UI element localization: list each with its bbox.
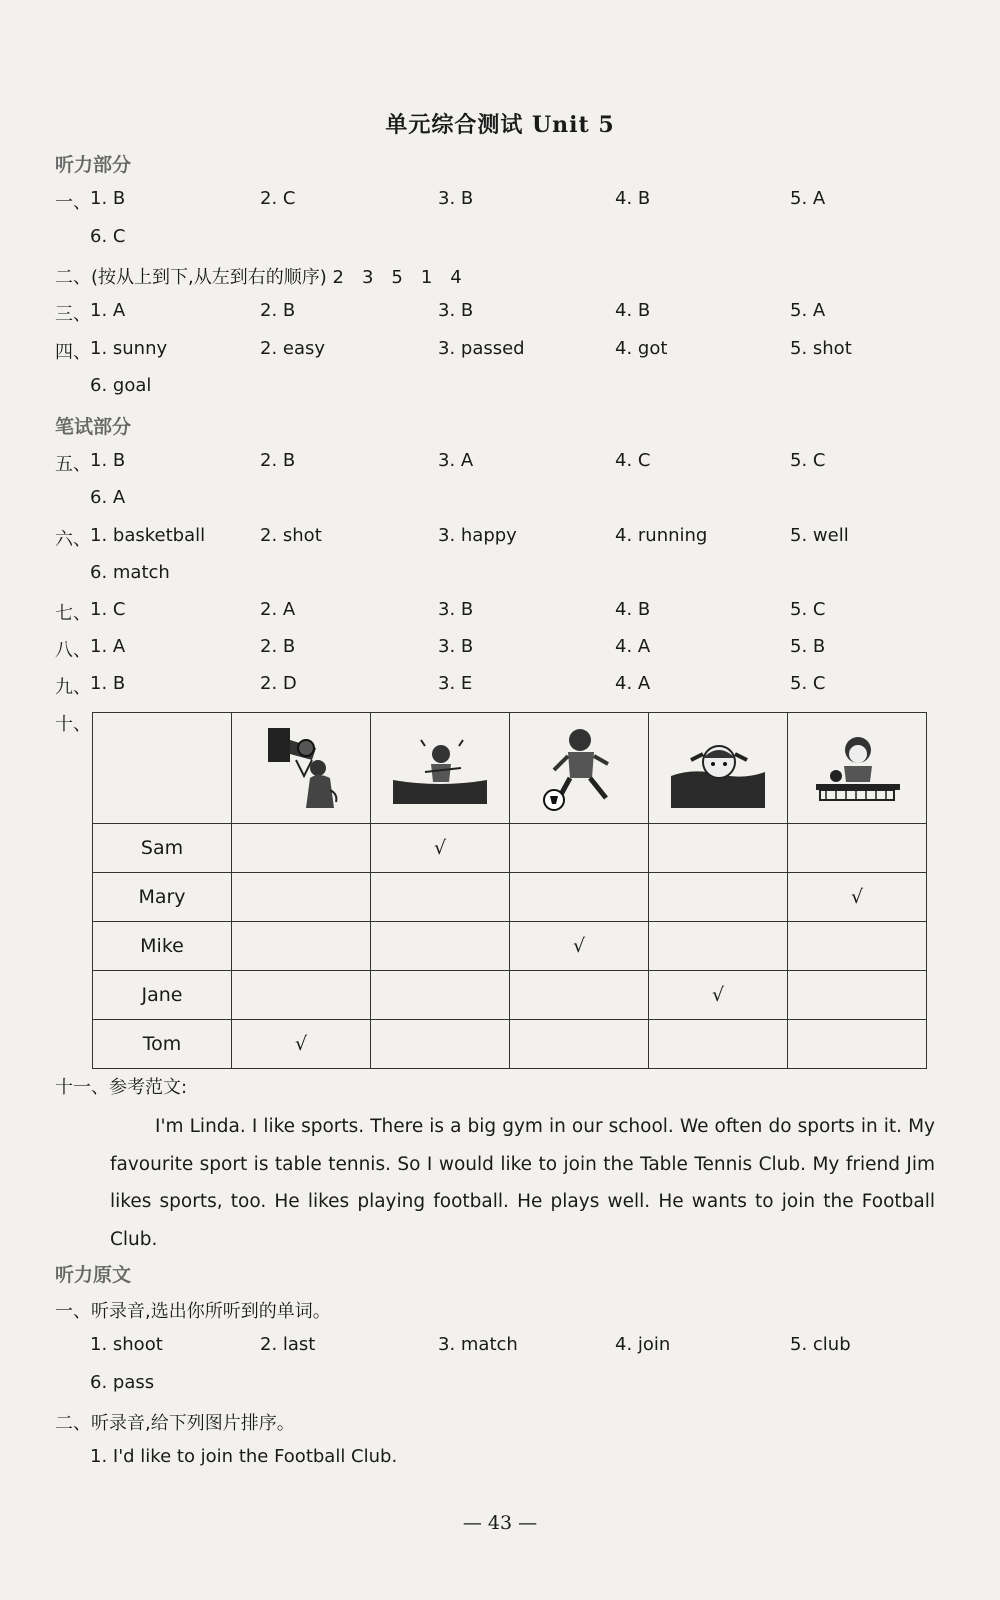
answer-item: 1. C: [90, 599, 126, 620]
answer-row-6-extra: [55, 562, 955, 592]
answer-item: 1. B: [90, 188, 126, 209]
tick-cell: [510, 1020, 649, 1069]
answer-item: 2. shot: [260, 525, 322, 546]
answer-item: 3. E: [438, 673, 473, 694]
table-row: [93, 922, 927, 971]
row-label: 四、: [55, 342, 91, 363]
transcript-item: 1. shoot: [90, 1334, 163, 1355]
tick-cell: [371, 873, 510, 922]
tick-cell: [510, 971, 649, 1020]
table-tennis-icon: [788, 713, 927, 824]
answer-row-8: [55, 636, 955, 666]
answer-row-5: [55, 450, 955, 480]
answer-item: 6. A: [90, 487, 126, 508]
answer-item: 4. B: [615, 188, 651, 209]
row-label: 九、: [55, 677, 91, 698]
basketball-icon: [232, 713, 371, 824]
answer-item: 1. B: [90, 673, 126, 694]
answer-item: 4. B: [615, 599, 651, 620]
essay-paragraph: I'm Linda. I like sports. There is a big gym in our school. We often do sports in it. My favourite sport is table tennis. So I would like to join the Table Tennis Club. My friend Jim likes sports, too. He likes playing football. He plays well. He wants to join the Football Club.: [110, 1116, 935, 1250]
answer-item: 6. match: [90, 562, 170, 583]
tick-cell: [232, 971, 371, 1020]
answer-item: 5. A: [790, 188, 826, 209]
row-label: 七、: [55, 603, 91, 624]
answer-item: 4. C: [615, 450, 651, 471]
answer-item: 2. C: [260, 188, 296, 209]
activity-table: [92, 712, 927, 1069]
answer-item: 3. passed: [438, 338, 525, 359]
tick-cell: [649, 824, 788, 873]
answer-item: 1. B: [90, 450, 126, 471]
transcript-q1-title-row: [55, 1297, 955, 1327]
answer-item: 4. B: [615, 300, 651, 321]
table-row: [93, 873, 927, 922]
student-name: Tom: [93, 1020, 232, 1069]
student-name: Mike: [93, 922, 232, 971]
row-label: 三、: [55, 304, 91, 325]
answer-row-1-extra: [55, 226, 955, 256]
tick-cell: [510, 824, 649, 873]
transcript-item: 5. club: [790, 1334, 851, 1355]
answer-item: 1. A: [90, 300, 126, 321]
answer-item: 2. B: [260, 636, 296, 657]
tick-cell: [510, 873, 649, 922]
tick-cell: [371, 922, 510, 971]
section-listening: 听力部分: [55, 154, 132, 176]
tick-mark: √: [371, 824, 510, 873]
answer-item: 4. A: [615, 673, 651, 694]
transcript-line: 1. I'd like to join the Football Club.: [90, 1446, 398, 1467]
answer-item: 3. happy: [438, 525, 517, 546]
answer-item: 2. B: [260, 300, 296, 321]
student-name: Sam: [93, 824, 232, 873]
answer-item: 3. A: [438, 450, 474, 471]
table-row: [93, 971, 927, 1020]
tick-cell: [788, 1020, 927, 1069]
answer-row-4: [55, 338, 955, 368]
answer-item: 2. B: [260, 450, 296, 471]
section-transcript: 听力原文: [55, 1264, 132, 1286]
answer-item: 4. A: [615, 636, 651, 657]
answer-item: 6. goal: [90, 375, 152, 396]
tick-cell: [788, 824, 927, 873]
section-written: 笔试部分: [55, 416, 132, 438]
answer-item: 2. D: [260, 673, 297, 694]
answer-item: 3. B: [438, 599, 474, 620]
answer-item: 4. got: [615, 338, 668, 359]
answer-item: 3. B: [438, 300, 474, 321]
transcript-q2-title-row: [55, 1409, 955, 1439]
swimming-icon: [649, 713, 788, 824]
answer-row-5-extra: [55, 487, 955, 517]
essay-text: [110, 1108, 935, 1258]
answer-item: 5. shot: [790, 338, 852, 359]
answer-item: 5. C: [790, 673, 826, 694]
answer-item: 2. A: [260, 599, 296, 620]
tick-cell: [232, 873, 371, 922]
answer-row-6: [55, 525, 955, 555]
answer-item: 1. sunny: [90, 338, 168, 359]
answer-item: 6. C: [90, 226, 126, 247]
answer-item: 4. running: [615, 525, 708, 546]
essay-label: 十一、参考范文:: [55, 1077, 188, 1098]
table-corner-cell: [93, 713, 232, 824]
tick-cell: [788, 922, 927, 971]
tick-mark: √: [788, 873, 927, 922]
transcript-item: 2. last: [260, 1334, 316, 1355]
tick-cell: [232, 824, 371, 873]
tick-cell: [649, 873, 788, 922]
tick-cell: [371, 971, 510, 1020]
answer-item: 5. A: [790, 300, 826, 321]
answer-row-1: [55, 188, 955, 218]
transcript-q1-row: [55, 1334, 955, 1364]
answer-row-9: [55, 673, 955, 703]
tick-cell: [371, 1020, 510, 1069]
answer-row-4-extra: [55, 375, 955, 405]
transcript-q2-title: 二、听录音,给下列图片排序。: [55, 1413, 295, 1434]
answer-order: 二、(按从上到下,从左到右的顺序) 2 3 5 1 4: [55, 267, 462, 288]
answer-item: 5. well: [790, 525, 849, 546]
tick-mark: √: [510, 922, 649, 971]
rowing-icon: [371, 713, 510, 824]
page-number: — 43 —: [462, 1512, 538, 1534]
row-label: 十、: [55, 714, 91, 735]
transcript-q2-line-row: [55, 1446, 955, 1476]
answer-row-7: [55, 599, 955, 629]
answer-row-3: [55, 300, 955, 330]
tick-mark: √: [649, 971, 788, 1020]
table-row: [93, 824, 927, 873]
row-label: 一、: [55, 192, 91, 213]
answer-item: 1. A: [90, 636, 126, 657]
tick-cell: [232, 922, 371, 971]
answer-item: 3. B: [438, 636, 474, 657]
row-label: 六、: [55, 529, 91, 550]
transcript-item: 4. join: [615, 1334, 671, 1355]
transcript-item: 6. pass: [90, 1372, 155, 1393]
tick-cell: [649, 922, 788, 971]
answer-item: 1. basketball: [90, 525, 206, 546]
tick-cell: [649, 1020, 788, 1069]
tick-cell: [788, 971, 927, 1020]
student-name: Mary: [93, 873, 232, 922]
answer-item: 2. easy: [260, 338, 326, 359]
row-label: 五、: [55, 454, 91, 475]
answer-item: 3. B: [438, 188, 474, 209]
tick-mark: √: [232, 1020, 371, 1069]
table-row: [93, 1020, 927, 1069]
student-name: Jane: [93, 971, 232, 1020]
answer-item: 5. B: [790, 636, 826, 657]
transcript-q1-extra-row: [55, 1372, 955, 1402]
answer-item: 5. C: [790, 450, 826, 471]
answer-item: 5. C: [790, 599, 826, 620]
football-icon: [510, 713, 649, 824]
transcript-q1-title: 一、听录音,选出你所听到的单词。: [55, 1301, 331, 1322]
transcript-item: 3. match: [438, 1334, 518, 1355]
table-header-row: [93, 713, 927, 824]
answer-row-2: [55, 263, 955, 293]
essay-heading-row: [55, 1073, 955, 1103]
page-title: 单元综合测试 Unit 5: [385, 112, 615, 138]
row-label: 八、: [55, 640, 91, 661]
